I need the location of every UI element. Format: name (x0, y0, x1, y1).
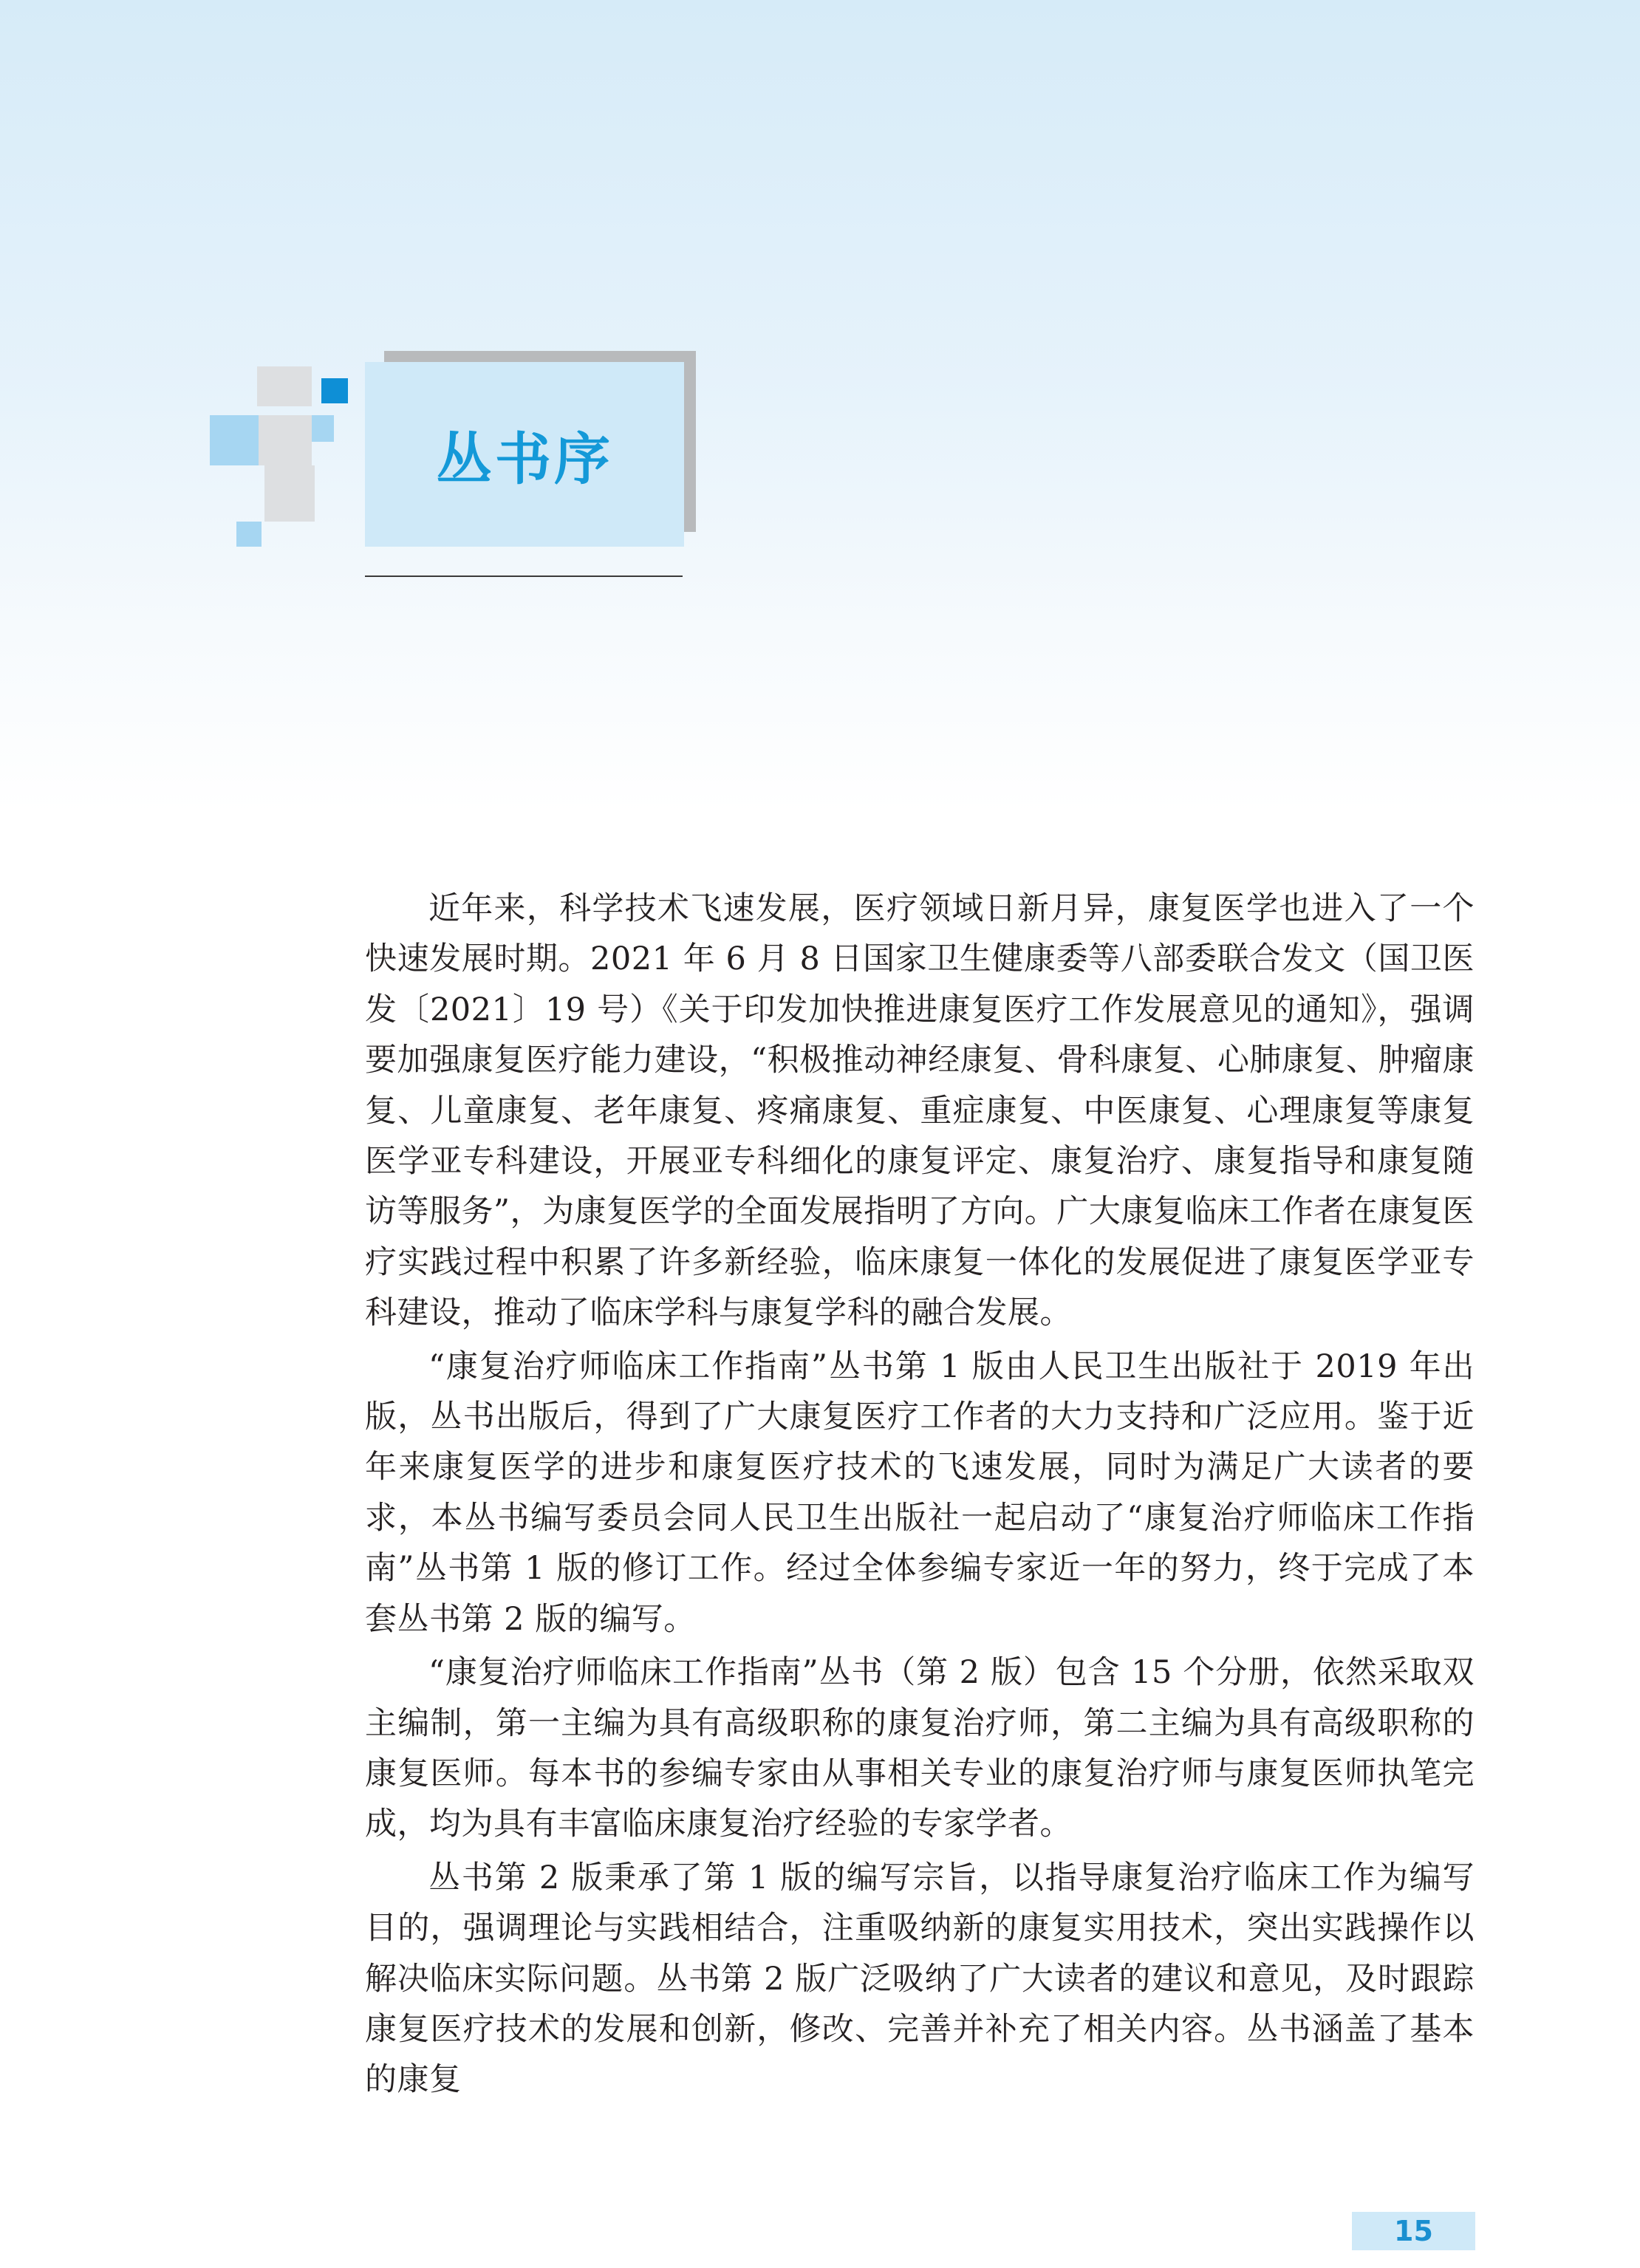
decor-square-light-blue (210, 415, 259, 465)
decor-square-grey (259, 415, 312, 465)
decor-square-grey (264, 465, 315, 522)
paragraph: 丛书第 2 版秉承了第 1 版的编写宗旨，以指导康复治疗临床工作为编写目的，强调理论与实践相结合，注重吸纳新的康复实用技术，突出实践操作以解决临床实际问题。丛书第 2 版广泛吸纳了广大读者的建议和意见，及时跟踪康复医疗技术的发展和创新，修改、完善并补充了相关内容。丛书涵盖了基本的康复 (365, 1859, 1475, 2099)
page-title: 丛书序 (436, 426, 613, 492)
page-number-box (1352, 2212, 1475, 2250)
paragraph: “康复治疗师临床工作指南”丛书（第 2 版）包含 15 个分册，依然采取双主编制，第一主编为具有高级职称的康复治疗师，第二主编为具有高级职称的康复医师。每本书的参编专家由从事相关专业的康复治疗师与康复医师执笔完成，均为具有丰富临床康复治疗经验的专家学者。 (365, 1654, 1475, 1843)
decor-square-dark-blue (321, 378, 348, 403)
decor-square-light-blue (312, 415, 334, 442)
decor-square-light-blue (236, 522, 262, 547)
title-underline (365, 575, 683, 577)
body-text (365, 884, 1475, 2108)
paragraph: “康复治疗师临床工作指南”丛书第 1 版由人民卫生出版社于 2019 年出版，丛书出版后，得到了广大康复医疗工作者的大力支持和广泛应用。鉴于近年来康复医学的进步和康复医疗技术的飞速发展，同时为满足广大读者的要求，本丛书编写委员会同人民卫生出版社一起启动了“康复治疗师临床工作指南”丛书第 1 版的修订工作。经过全体参编专家近一年的努力，终于完成了本套丛书第 2 版的编写。 (365, 1348, 1475, 1638)
decor-square-grey (257, 366, 312, 406)
paragraph: 近年来，科学技术飞速发展，医疗领域日新月异，康复医学也进入了一个快速发展时期。2021 年 6 月 8 日国家卫生健康委等八部委联合发文（国卫医发〔2021〕19 号）《关于印发加快推进康复医疗工作发展意见的通知》，强调要加强康复医疗能力建设，“积极推动神经康复、骨科康复、心肺康复、肿瘤康复、儿童康复、老年康复、疼痛康复、重症康复、中医康复、心理康复等康复医学亚专科建设，开展亚专科细化的康复评定、康复治疗、康复指导和康复随访等服务”，为康复医学的全面发展指明了方向。广大康复临床工作者在康复医疗实践过程中积累了许多新经验，临床康复一体化的发展促进了康复医学亚专科建设，推动了临床学科与康复学科的融合发展。 (365, 890, 1475, 1332)
page-number: 15 (1394, 2215, 1433, 2247)
title-box (365, 362, 684, 547)
